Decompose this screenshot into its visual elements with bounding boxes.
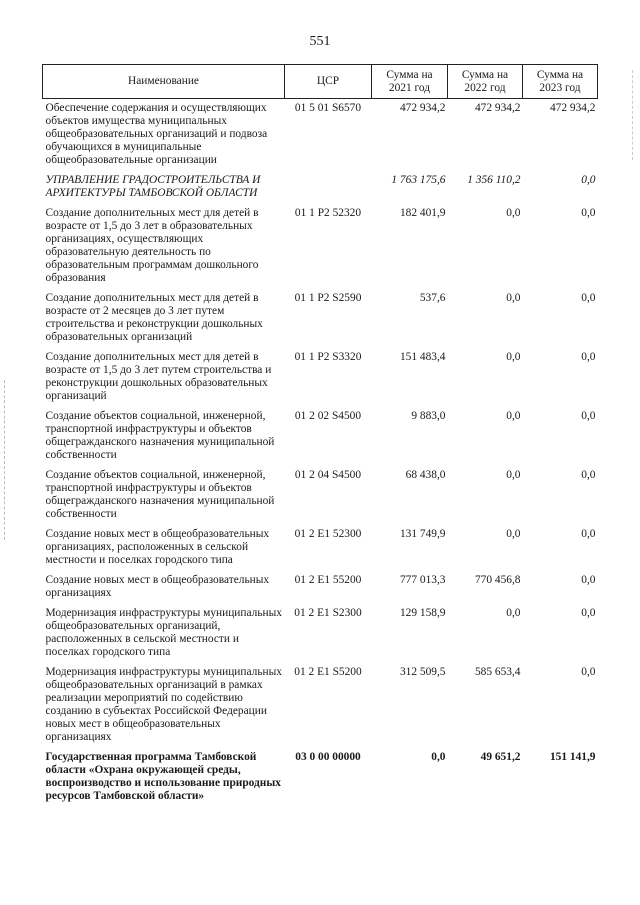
budget-table — [42, 64, 598, 809]
row-csr: 01 1 P2 S2590 — [294, 292, 362, 304]
row-amount-2023: 0,0 — [581, 666, 596, 678]
table-row — [43, 527, 598, 573]
header-name: Наименование — [43, 65, 285, 99]
table-header — [43, 65, 598, 99]
row-amount-2022: 0,0 — [506, 207, 521, 219]
row-amount-2021: 9 883,0 — [411, 410, 446, 422]
header-2023: Сумма на 2023 год — [523, 65, 598, 99]
table-row — [43, 665, 598, 750]
row-amount-2021: 1 763 175,6 — [391, 174, 446, 186]
row-amount-2021: 537,6 — [419, 292, 446, 304]
row-amount-2022: 0,0 — [506, 528, 521, 540]
row-amount-2021: 131 749,9 — [399, 528, 446, 540]
row-amount-2022: 0,0 — [506, 292, 521, 304]
row-name: Создание объектов социальной, инженерной, транспортной инфраструктуры и объектов общегражданского назначения муниципальной собственности — [45, 410, 275, 461]
row-csr: 03 0 00 00000 — [295, 751, 361, 763]
page-number: 551 — [309, 34, 331, 49]
table-row — [43, 350, 598, 409]
row-amount-2022: 49 651,2 — [480, 751, 521, 763]
table-row — [43, 606, 598, 665]
table-row — [43, 409, 598, 468]
row-amount-2023: 472 934,2 — [549, 102, 596, 114]
row-csr: 01 5 01 S6570 — [294, 102, 362, 114]
row-csr: 01 2 E1 55200 — [294, 574, 362, 586]
row-amount-2022: 0,0 — [506, 607, 521, 619]
department-name: УПРАВЛЕНИЕ ГРАДОСТРОИТЕЛЬСТВА И АРХИТЕКТУРЫ ТАМБОВСКОЙ ОБЛАСТИ — [45, 174, 261, 199]
row-name: Создание дополнительных мест для детей в возрасте от 1,5 до 3 лет путем строительства и реконструкции дошкольных образовательных организаций — [45, 351, 272, 402]
program-name: Государственная программа Тамбовской области «Охрана окружающей среды, воспроизводство и использование природных ресурсов Тамбовской области» — [45, 751, 281, 802]
table-body — [43, 99, 598, 810]
row-csr: 01 1 P2 S3320 — [294, 351, 362, 363]
header-csr: ЦСР — [285, 65, 372, 99]
row-amount-2023: 0,0 — [581, 528, 596, 540]
row-amount-2021: 129 158,9 — [399, 607, 446, 619]
row-name: Модернизация инфраструктуры муниципальных общеобразовательных организаций, расположенных в сельской местности и поселках городского типа — [45, 607, 282, 658]
table-row — [43, 291, 598, 350]
row-amount-2021: 151 483,4 — [399, 351, 446, 363]
header-2021: Сумма на 2021 год — [372, 65, 448, 99]
department-row — [43, 173, 598, 206]
row-csr: 01 2 02 S4500 — [294, 410, 362, 422]
row-amount-2023: 0,0 — [581, 574, 596, 586]
row-amount-2023: 151 141,9 — [549, 751, 596, 763]
table-row — [43, 206, 598, 291]
row-amount-2022: 0,0 — [506, 351, 521, 363]
row-amount-2023: 0,0 — [581, 351, 596, 363]
row-amount-2023: 0,0 — [581, 292, 596, 304]
table-row — [43, 468, 598, 527]
program-row — [43, 750, 598, 809]
row-amount-2023: 0,0 — [581, 207, 596, 219]
row-amount-2023: 0,0 — [581, 469, 596, 481]
row-amount-2021: 182 401,9 — [399, 207, 446, 219]
row-name: Создание новых мест в общеобразовательных организациях — [45, 574, 270, 599]
row-amount-2021: 777 013,3 — [399, 574, 446, 586]
row-name: Модернизация инфраструктуры муниципальных общеобразовательных организаций в рамках реализации мероприятий по содействию созданию в субъектах Российской Федерации новых мест в общеобразовательных организациях — [45, 666, 282, 743]
table-row — [43, 573, 598, 606]
row-csr — [285, 173, 372, 206]
row-name: Создание дополнительных мест для детей в возрасте от 2 месяцев до 3 лет путем строительства и реконструкции дошкольных образовательных организаций — [45, 292, 263, 343]
row-amount-2022: 0,0 — [506, 469, 521, 481]
row-amount-2022: 1 356 110,2 — [467, 174, 521, 186]
row-csr: 01 2 04 S4500 — [294, 469, 362, 481]
row-amount-2023: 0,0 — [581, 174, 596, 186]
row-name: Создание объектов социальной, инженерной, транспортной инфраструктуры и объектов общегражданского назначения муниципальной собственности — [45, 469, 275, 520]
row-amount-2022: 585 653,4 — [474, 666, 521, 678]
row-csr: 01 2 E1 52300 — [294, 528, 362, 540]
row-csr: 01 2 E1 S2300 — [294, 607, 362, 619]
row-amount-2022: 0,0 — [506, 410, 521, 422]
row-amount-2023: 0,0 — [581, 607, 596, 619]
row-amount-2021: 312 509,5 — [399, 666, 446, 678]
row-amount-2023: 0,0 — [581, 410, 596, 422]
row-amount-2021: 472 934,2 — [399, 102, 446, 114]
row-name: Создание дополнительных мест для детей в возрасте от 1,5 до 3 лет в образовательных организациях, осуществляющих образовательную деятельность по образовательным программам дошкольного образования — [45, 207, 259, 284]
row-csr: 01 1 P2 52320 — [294, 207, 362, 219]
row-amount-2022: 770 456,8 — [474, 574, 521, 586]
row-amount-2021: 0,0 — [431, 751, 446, 763]
scan-margin-mark — [632, 70, 634, 160]
table-row — [43, 99, 598, 174]
scan-margin-mark — [4, 380, 6, 540]
row-name: Создание новых мест в общеобразовательных организациях, расположенных в сельской местности и поселках городского типа — [45, 528, 270, 566]
header-2022: Сумма на 2022 год — [448, 65, 523, 99]
row-csr: 01 2 E1 S5200 — [294, 666, 362, 678]
row-amount-2022: 472 934,2 — [474, 102, 521, 114]
row-amount-2021: 68 438,0 — [405, 469, 446, 481]
row-name: Обеспечение содержания и осуществляющих объектов имущества муниципальных общеобразовательных организаций и подвоза обучающихся в муниципальные общеобразовательные организации — [45, 102, 268, 166]
